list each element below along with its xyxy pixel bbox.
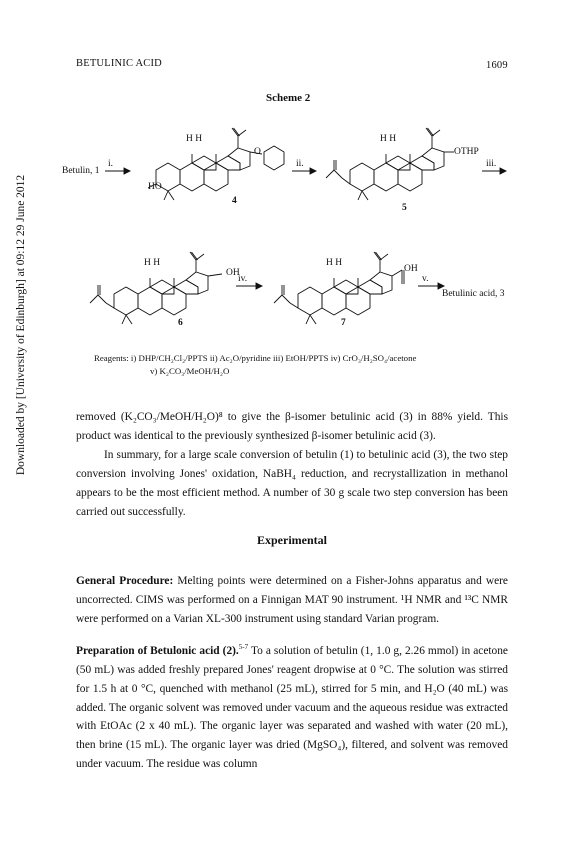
start-compound-label: Betulin, 1 — [62, 166, 100, 176]
oh-label-6: OH — [226, 268, 240, 278]
download-note: Downloaded by [University of Edinburgh] at 09:12 29 June 2012 — [15, 174, 27, 476]
running-title: BETULINIC ACID — [76, 58, 162, 69]
preparation-text: To a solution of betulin (1, 1.0 g, 2.26 mmol) in acetone (50 mL) was added freshly prepared Jones' reagent dropwise at 0 °C. The solution was stirred for 1.5 h at 0 °C, quenched with methanol (25 mL), stirred for 5 min, and H₂O (40 mL) was added. The organic solvent was removed under vacuum and the aqueous residue was extracted with EtOAc (2 x 40 mL). The organic layer was separated and washed with water (20 mL), then brine (15 mL). The organic layer was dried (MgSO₄), filtered, and solvent was removed under vacuum. The residue was column — [76, 644, 508, 771]
hh-label-5: H H — [380, 134, 397, 144]
o-label-4: O — [254, 147, 261, 157]
oh-label-7: OH — [404, 264, 418, 274]
scheme-title: Scheme 2 — [266, 92, 311, 104]
general-procedure — [76, 572, 508, 629]
step-iv-label: iv. — [238, 274, 248, 284]
ho-label: HO — [148, 182, 162, 192]
product-label: Betulinic acid, 3 — [442, 289, 505, 299]
hh-label-7: H H — [326, 258, 343, 268]
step-i-label: i. — [108, 159, 114, 169]
hh-label-4: H H — [186, 134, 203, 144]
general-procedure-text: Melting points were determined on a Fisher-Johns apparatus and were uncorrected. CIMS was performed on a Finnigan MAT 90 instrument. ¹H NMR and ¹³C NMR were performed on a Varian XL-300 instrument using standard Varian program. — [76, 575, 508, 625]
step-iii-label: iii. — [486, 159, 497, 169]
page-number: 1609 — [486, 60, 508, 71]
paragraph-summary: In summary, for a large scale conversion of betulin (1) to betulinic acid (3), the two step conversion involving Jones' oxidation, NaBH₄ reduction, and recrystallization in methanol appears to be the most efficient method. A number of 30 g scale two step conversion has been carried out successfully. — [76, 449, 508, 518]
paragraph-continuation: removed (K₂CO₃/MeOH/H₂O)⁸ to give the β-isomer betulinic acid (3) in 88% yield. This product was identical to the previously synthesized β-isomer betulinic acid (3). — [76, 411, 508, 442]
reagents-line-1: Reagents: i) DHP/CH₂Cl₂/PPTS ii) Ac₂O/pyridine iii) EtOH/PPTS iv) CrO₃/H₂SO₄/acetone — [94, 353, 417, 363]
preparation-ref: 5-7 — [238, 643, 249, 651]
compound-5-number: 5 — [402, 203, 407, 213]
hh-label-6: H H — [144, 258, 161, 268]
compound-6-number: 6 — [178, 318, 183, 328]
preparation-label: Preparation of Betulonic acid (2). — [76, 644, 239, 657]
compound-7-number: 7 — [341, 318, 346, 328]
othp-label: OTHP — [454, 147, 479, 157]
reagents-line-2: v) K₂CO₃/MeOH/H₂O — [150, 366, 230, 376]
general-procedure-label: General Procedure: — [76, 575, 174, 587]
preparation-paragraph — [76, 638, 508, 774]
section-heading-experimental: Experimental — [257, 533, 327, 547]
step-ii-label: ii. — [296, 159, 304, 169]
step-v-label: v. — [422, 274, 429, 284]
compound-4-number: 4 — [232, 196, 237, 206]
